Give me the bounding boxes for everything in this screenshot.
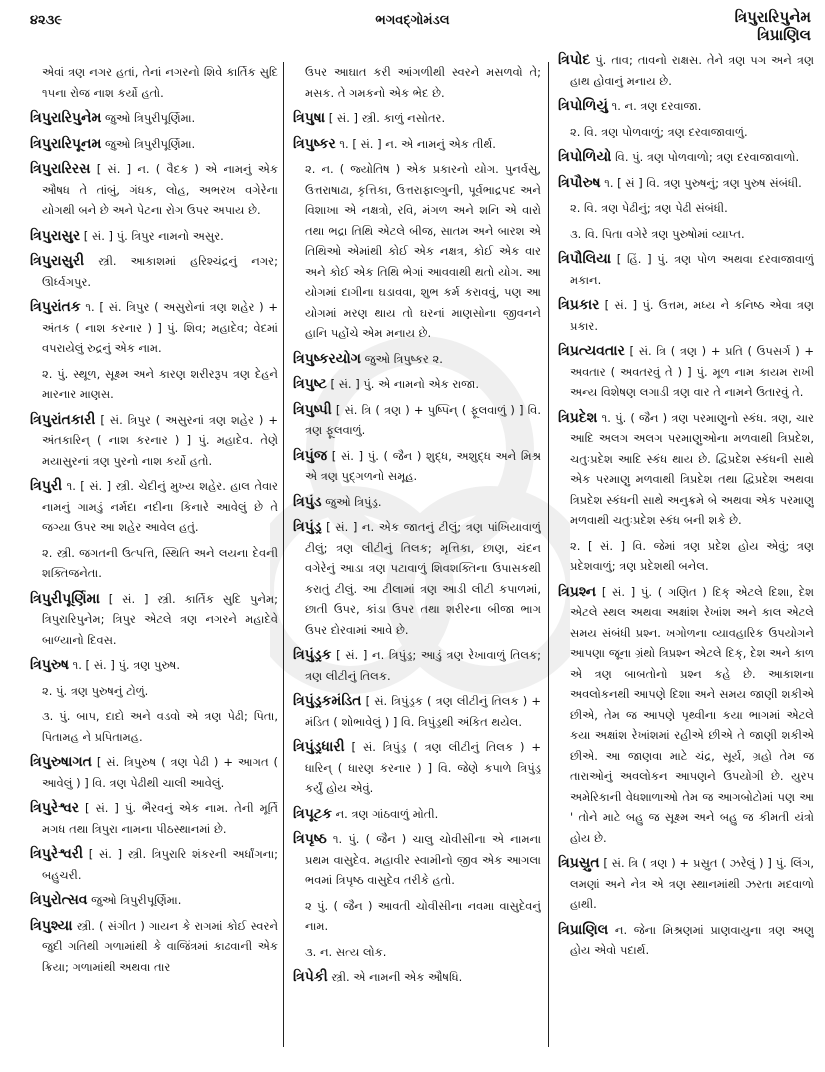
entry-definition: ન. ત્રણ ગાંઠવાળું મોતી.	[335, 806, 439, 821]
entry-headword: ત્રિપ્રત્યવતાર	[558, 343, 625, 359]
dictionary-entry	[293, 645, 541, 686]
entry-headword: ત્રિપુંજ	[293, 447, 328, 464]
dictionary-columns	[30, 50, 820, 1060]
column-divider	[283, 62, 284, 1047]
entry-definition: [ સં. ] સ્ત્રી. કાળું નસોતર.	[328, 111, 446, 125]
entry-sense: ૨. [ સં. ] વિ. જેમાં ત્રણ પ્રદેશ હોય એવું; ત્રણ પ્રદેશવાળું; ત્રણ પ્રદેશથી બનેલ.	[570, 538, 814, 573]
entry-definition: [ સં. ] સ્ત્રી. ત્રિપુરારિ શંકરની અર્ધાંગના; બહુચરી.	[42, 847, 278, 882]
dictionary-entry	[30, 890, 278, 911]
entry-definition: [ સં. ] પું. ઉત્તમ, મધ્ય ને કનિષ્ઠ એવા ત્રણ પ્રકાર.	[570, 298, 814, 333]
dictionary-entry	[30, 297, 278, 359]
entry-definition: [ સં. ત્રિ ( ત્રણ ) + પ્રતિ ( ઉપસર્ગ ) + અવતાર ( અવતરવું તે ) ] પું. મૂળ નામ કાયમ રાખી અન્ય વિશેષણ લગાડી ત્રણ વાર તે નામને ઉતારવું તે.	[570, 344, 814, 399]
entry-definition: [ સં. ત્રિપુંડ્રક ( ત્રણ લીટીનું તિલક ) + મંડિત ( શોભાવેલું ) ] વિ. ત્રિપુંડ્રથી અંકિત થયેલ.	[305, 694, 541, 729]
dictionary-entry	[293, 517, 541, 640]
entry-headword: ત્રિપુરીપૂર્ણિમા	[30, 590, 100, 607]
entry-definition: [ સં. ] પું. ( ગણિત ) દિક્ એટલે દિશા, દેશ એટલે સ્થલ અથવા અક્ષાંશ રેખાંશ અને કાલ એટલે સમય સંબંધી પ્રશ્ન. ખગોળના વ્યાવહારિક ઉપયોગને આપણા જૂના ગ્રંથો ત્રિપ્રશ્ન એટલે દિક્, દેશ અને કાળ એ ત્રણ બાબતોનો પ્રશ્ન કહે છે. આકાશના અવલોકનથી આપણે દિશા અને સમય જાણી શકીએ છીએ, તેમ જ આપણે પૃથ્વીના કયા ભાગમાં એટલે કયા અક્ષાંશ રેખાંશમાં રહીએ છીએ તે જાણી શકીએ છીએ. આ જાણવા માટે ચંદ્ર, સૂર્ય, ગ્રહો તેમ જ તારાઓનું અવલોકન આપણને ઉપયોગી છે. યુરપ અમેરિકાની વેધશાળાઓ તેમ જ આગબોટોમાં પણ આ ' તોને માટે બહુ જ સૂક્ષ્મ અને બહુ જ કીમતી યંત્રો હોય છે.	[570, 584, 814, 845]
entry-headword: ત્રિપુંડ્રક	[293, 647, 332, 663]
running-title: ભગવદ્ગોમંડલ	[375, 13, 450, 28]
dictionary-entry	[30, 134, 278, 155]
entry-headword: ત્રિપુષ્પી	[293, 401, 332, 418]
dictionary-entry	[293, 492, 541, 513]
dictionary-entry	[293, 804, 541, 825]
dictionary-entry	[293, 829, 541, 891]
entry-headword: ત્રિપુરી	[30, 478, 63, 494]
entry-sense: ૩. વિ. પિતા વગેરે ત્રણ પુરુષોમાં વ્યાપ્ત.	[570, 226, 745, 241]
guide-word-first: ત્રિપુરારિપુનેમ	[734, 8, 811, 26]
entry-sense: ૨. પું. ત્રણ પુરુષનું ટોળું.	[42, 683, 149, 698]
entry-definition: સ્ત્રી. આકાશમાં હરિશ્ચંદ્રનું નગર; ઊર્ધ્વગપુર.	[42, 254, 278, 289]
entry-definition: [ સં. ત્રિપુર ( અસુરનાં ત્રણ શહેર ) + અંતકારિન્ ( નાશ કરનાર ) ] પું. મહાદેવ. તેણે મયાસુરનાં ત્રણ પુરનો નાશ કર્યો હતો.	[42, 412, 278, 468]
entry-definition: [ સં. ત્રિ ( ત્રણ ) + પુષ્પિન્ ( ફૂલવાળું ) ] વિ. ત્રણ ફૂલવાળું.	[305, 402, 541, 437]
entry-headword: ત્રિપુષ્ટ	[293, 376, 327, 392]
entry-definition: વિ. પું. ત્રણ પોળવાળો; ત્રણ દરવાજાવાળો.	[615, 150, 800, 164]
dictionary-entry	[30, 589, 278, 651]
column-3	[558, 50, 814, 1060]
dictionary-entry	[293, 737, 541, 799]
entry-headword: ત્રિપેકી	[293, 969, 328, 985]
entry-headword: ત્રિપૌરુષ	[558, 174, 601, 191]
entry-definition: ૧. પું. ( જૈન ) ચાલુ ચોવીસીના એ નામના પ્રથમ વાસુદેવ. મહાવીર સ્વામીનો જીવ એક આગલા ભવમાં ત્રિપૃષ્ઠ વાસુદેવ તરીકે હતો.	[305, 832, 541, 887]
dictionary-entry	[558, 173, 814, 194]
entry-definition: ૧. [ સં ] વિ. ત્રણ પુરુષનું; ત્રણ પુરુષ સંબંધી.	[604, 175, 802, 190]
dictionary-entry	[30, 108, 278, 129]
column-divider	[548, 62, 549, 1047]
dictionary-entry	[30, 159, 278, 221]
entry-definition: ૧. [ સં. ત્રિપુર ( અસુરોનાં ત્રણ શહેર ) + અંતક ( નાશ કરનાર ) ] પું. શિવ; મહાદેવ; વેદમાં વપરાયેલું રુદ્રનું એક નામ.	[42, 300, 278, 355]
dictionary-entry	[558, 295, 814, 336]
dictionary-entry	[558, 853, 814, 915]
entry-sense: ૨. વિ. ત્રણ પેઢીનું; ત્રણ પેઢી સંબંધી.	[570, 201, 728, 215]
entry-sense: ૩. ન. સત્ય લોક.	[305, 944, 387, 959]
entry-definition: જુઓ ત્રિપુરીપૂર્ણિમા.	[105, 136, 196, 151]
entry-definition: [ સં. ત્રિપુરુષ ( ત્રણ પેઢી ) + આગત ( આવેલું ) ] વિ. ત્રણ પેઢીથી ચાલી આવેલું.	[42, 755, 278, 790]
entry-headword: ત્રિપ્રાણિલ	[558, 921, 609, 938]
entry-headword: ત્રિપુંડ્રધારી	[293, 739, 345, 755]
dictionary-entry	[30, 410, 278, 472]
entry-headword: ત્રિપુરાંતકારી	[30, 411, 96, 428]
entry-headword: ત્રિપુરુષ	[30, 657, 69, 673]
dictionary-entry	[558, 96, 814, 117]
entry-headword: ત્રિપુરુષાગત	[30, 754, 92, 770]
continued-text: એવાં ત્રણ નગર હતાં, તેનાં નગરનો શિવે કાર્તિક સુદિ ૧૫ના રોજ નાશ કર્યો હતો.	[42, 65, 278, 100]
entry-headword: ત્રિપુશ્યા	[30, 917, 73, 934]
entry-definition: સ્ત્રી. ( સંગીત ) ગાયન કે રાગમાં કોઈ સ્વરને જુદી ગતિથી ગળામાંથી કે વાજિંત્રમાં કાઢવાની એક ક્રિયા; ગળામાંથી અથવા તાર	[42, 918, 278, 974]
continued-text: ઉપર આઘાત કરી આંગળીથી સ્વરને મસળવો તે; મસક. તે ગમકનો એક ભેદ છે.	[305, 65, 541, 100]
entry-definition: જુઓ ત્રિપુરીપૂર્ણિમા.	[105, 111, 196, 125]
entry-headword: ત્રિપુંડ	[293, 493, 322, 510]
entry-sense: ૨. ન. ( જ્યોતિષ ) એક પ્રકારનો યોગ. પુનર્વસુ, ઉત્તરાષાઢા, કૃત્તિકા, ઉત્તરાફાલ્ગુની, પૂર્વભાદ્રપદ અને વિશાખા એ નક્ષત્રો, રવિ, મંગળ અને શનિ એ વારો તથા ભદ્રા તિથિ એટલે બીજ, સાતમ અને બારશ એ તિથિઓ એમાંથી કોઈ એક નક્ષત્ર, કોઈ એક વાર અને કોઈ એક તિથિ ભેગાં આવવાથી થતો યોગ. આ યોગમાં દાગીના ઘડાવવા, શુભ કર્મ કરાવવું, પણ આ યોગમાં મરણ થાય તો ઘરનાં માણસોના જીવનને હાનિ પહોંચે એમ મનાય છે.	[305, 162, 541, 340]
dictionary-entry	[558, 249, 814, 290]
dictionary-entry	[30, 226, 278, 247]
dictionary-entry	[30, 655, 278, 676]
entry-headword: ત્રિપુરેશ્વર	[30, 800, 79, 816]
entry-definition: જુઓ ત્રિપુષ્કર ૨.	[364, 351, 443, 366]
entry-headword: ત્રિપૌલિયા	[558, 251, 612, 267]
dictionary-entry	[30, 798, 278, 839]
dictionary-entry	[293, 400, 541, 441]
dictionary-entry	[293, 691, 541, 732]
entry-headword: ત્રિપુંડ્ર	[293, 519, 322, 535]
dictionary-entry	[293, 446, 541, 487]
entry-headword: ત્રિપુંડ્રકમંડિત	[293, 693, 362, 709]
entry-definition: ૧. [ સં. ] ન. એ નામનું એક તીર્થ.	[339, 136, 496, 151]
dictionary-entry	[558, 147, 814, 168]
entry-headword: ત્રિપુષ્કર	[293, 135, 336, 152]
entry-definition: [ સં. ત્રિ ( ત્રણ ) + પ્રસ્રુત ( ઝરેલું ) ] પું. લિંગ, લમણાં અને નેત્ર એ ત્રણ સ્થાનમાંથી ઝરતા મદવાળો હાથી.	[570, 856, 814, 911]
dictionary-entry	[30, 844, 278, 885]
entry-definition: જુઓ ત્રિપુરીપૂર્ણિમા.	[91, 893, 182, 907]
dictionary-entry	[293, 134, 541, 155]
page-number: ૪૨૩૯	[30, 13, 63, 28]
entry-headword: ત્રિપ્રદેશ	[558, 409, 598, 426]
entry-definition: [ સં. ] ન. એક જાતનું ટીલું; ત્રણ પાંખિયાવાળું ટીલું; ત્રણ લીટીનું તિલક; મૃત્તિકા, છાણ, ચંદન વગેરેનું આડા ત્રણ પટાવાળું શિવશક્તિના ઉપાસકથી કરાતું ટીલું. આ ટીલામાં ત્રણ આડી લીટી કપાળમાં, છાતી ઉપર, કાંડા ઉપર તથા શરીરના બીજા ભાગ ઉપર દોરવામાં આવે છે.	[305, 520, 541, 637]
entry-sense: ૩. પું. બાપ, દાદો અને વડવો એ ત્રણ પેઢી; પિતા, પિતામહ ને પ્રપિતામહ.	[42, 709, 278, 744]
entry-definition: [ હિં. ] પું. ત્રણ પોળ અથવા દરવાજાવાળું મકાન.	[570, 252, 814, 287]
entry-definition: જુઓ ત્રિપુંડ્ર.	[325, 494, 382, 509]
dictionary-entry	[558, 408, 814, 531]
entry-definition: પું. તાવ; તાવનો રાક્ષસ. તેને ત્રણ પગ અને ત્રણ હાથ હોવાનું મનાય છે.	[570, 53, 814, 88]
entry-headword: ત્રિપુરેશ્વરી	[30, 846, 83, 862]
page-header	[0, 0, 825, 48]
dictionary-entry	[30, 752, 278, 793]
entry-definition: ૧. ન. ત્રણ દરવાજા.	[611, 99, 702, 113]
entry-headword: ત્રિપૂટક	[293, 805, 332, 822]
entry-definition: [ સં. ] પું. એ નામનો એક રાજા.	[330, 377, 480, 391]
guide-words	[735, 8, 811, 44]
entry-sense: ૨. સ્ત્રી. જગતની ઉત્પત્તિ, સ્થિતિ અને લયના દેવની શક્તિજનેતા.	[42, 545, 278, 580]
entry-headword: ત્રિપુરાસુર	[30, 227, 81, 244]
entry-sense: ૨. વિ. ત્રણ પોળવાળું; ત્રણ દરવાજાવાળું.	[570, 124, 748, 139]
entry-headword: ત્રિપોળિયું	[558, 98, 608, 114]
entry-headword: ત્રિપુરાંતક	[30, 299, 81, 315]
entry-definition: [ સં. ] પું. ( જૈન ) શુદ્ધ, અશુદ્ધ અને મિશ્ર એ ત્રણ પુદ્ગળનો સમૂહ.	[305, 448, 541, 483]
entry-headword: ત્રિપ્રસ્રુત	[558, 855, 600, 871]
dictionary-entry	[30, 916, 278, 978]
entry-headword: ત્રિપુરારિપૂનમ	[30, 135, 102, 152]
dictionary-entry	[558, 582, 814, 849]
dictionary-entry	[30, 251, 278, 292]
entry-definition: [ સં. ] ન. ત્રિપુંડ્ર; આડું ત્રણ રેખાવાળું તિલક; ત્રણ લીટીનું તિલક.	[305, 648, 541, 683]
entry-headword: ત્રિપૃષ્ઠ	[293, 831, 327, 847]
dictionary-entry	[293, 967, 541, 988]
entry-definition: [ સં. ] સ્ત્રી. કાર્તિક સુદિ પુનેમ; ત્રિપુરારિપુનેમ; ત્રિપુર એટલે ત્રણ નગરને મહાદેવે બાળ્યાનો દિવસ.	[42, 591, 278, 647]
dictionary-entry	[293, 349, 541, 370]
entry-headword: ત્રિપુરોત્સવ	[30, 892, 88, 908]
entry-headword: ત્રિપોળિયો	[558, 149, 612, 165]
dictionary-entry	[30, 476, 278, 538]
entry-definition: ૧. પું. ( જૈન ) ત્રણ પરમાણુનો સ્કંધ. ત્રણ, ચાર આદિ અલગ અલગ પરમાણુઓના મળવાથી ત્રિપ્રદેશ, ચતુઃપ્રદેશ આદિ સ્કંધ થાય છે. દ્વિપ્રદેશ સ્કંધની સાથે એક પરમાણુ મળવાથી ત્રિપ્રદેશ તથા દ્વિપ્રદેશ અથવા ત્રિપ્રદેશ સ્કંધની સાથે અનુક્રમે બે અથવા એક પરમાણુ મળવાથી ચતુઃપ્રદેશ સ્કંધ બની શકે છે.	[570, 410, 814, 527]
entry-headword: ત્રિપુરારિરસ	[30, 161, 91, 177]
column-2	[293, 50, 541, 1060]
entry-definition: [ સં. ] પું. ભૈરવનું એક નામ. તેની મૂર્તિ મગધ તથા ત્રિપુરા નામના પીઠસ્થાનમાં છે.	[42, 801, 278, 836]
entry-definition: ૧. [ સં. ] સ્ત્રી. ચેદીનું મુખ્ય શહેર. હાલ તેવાર નામનું ગામડું નર્મદા નદીના કિનારે આવેલું છે તે જગ્યા ઉપર આ શહેર આવેલ હતું.	[42, 479, 278, 534]
entry-definition: ન. જેના મિશ્રણમાં પ્રાણવાયુના ત્રણ અણુ હોય એવો પદાર્થ.	[570, 922, 814, 957]
guide-word-last: ત્રિપ્રાણિલ	[757, 26, 811, 44]
dictionary-entry	[558, 341, 814, 403]
entry-definition: સ્ત્રી. એ નામની એક ઔષધિ.	[331, 970, 463, 984]
entry-headword: ત્રિપુરાસુરી	[30, 253, 85, 269]
dictionary-entry	[558, 920, 814, 961]
entry-headword: ત્રિપ્રશ્ન	[558, 583, 597, 600]
entry-definition: [ સં. ત્રિપુંડ્ર ( ત્રણ લીટીનું તિલક ) + ધારિન્ ( ધારણ કરનાર ) ] વિ. જેણે કપાળે ત્રિપુંડ્ર કર્યું હોય એવું.	[305, 740, 541, 795]
dictionary-entry	[558, 50, 814, 91]
entry-headword: ત્રિપોદ	[558, 52, 591, 68]
dictionary-entry	[293, 108, 541, 129]
entry-definition: ૧. [ સં. ] પું. ત્રણ પુરુષ.	[72, 658, 180, 672]
entry-definition: [ સં. ] પું. ત્રિપુર નામનો અસુર.	[83, 228, 224, 243]
entry-headword: ત્રિપુષા	[293, 110, 326, 126]
entry-sense: ૨. પું. સ્થૂળ, સૂક્ષ્મ અને કારણ શરીરરૂપ ત્રણ દેહને મારનાર માણસ.	[42, 366, 278, 401]
entry-sense: ૨ પું. ( જૈન ) આવતી ચોવીસીના નવમા વાસુદેવનું નામ.	[305, 898, 541, 933]
entry-headword: ત્રિપુષ્કરયોગ	[293, 350, 361, 367]
entry-headword: ત્રિપુરારિપુનેમ	[30, 110, 102, 126]
column-1	[30, 50, 278, 1060]
dictionary-entry	[293, 374, 541, 395]
entry-definition: [ સં. ] ન. ( વૈદક ) એ નામનું એક ઔષધ તે તાંબું, ગંધક, લોહ, અભરખ વગેરેના યોગથી બને છે અને પેટના રોગ ઉપર અપાય છે.	[42, 162, 278, 217]
entry-headword: ત્રિપ્રકાર	[558, 297, 600, 313]
